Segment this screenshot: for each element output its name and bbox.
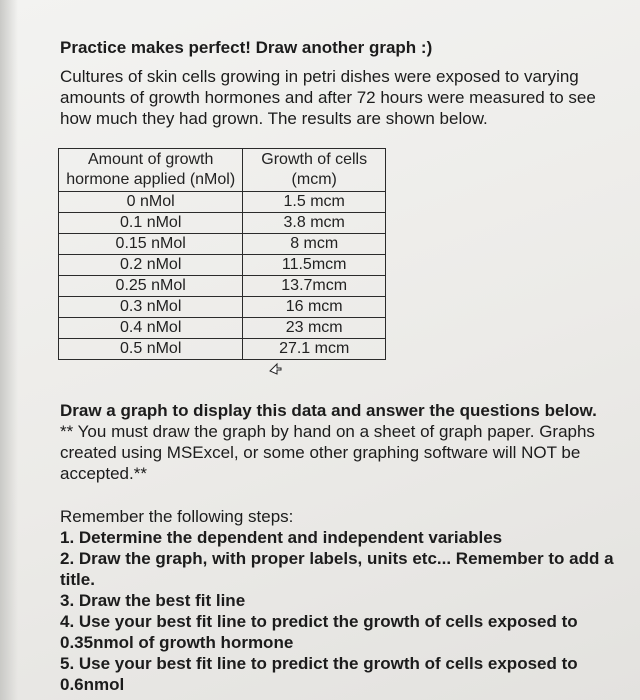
intro-paragraph: Cultures of skin cells growing in petri dishes were exposed to varying amounts of growth hormones and after 72 hours were measured to see how much they had grown. The results are shown below. [60, 67, 596, 128]
growth-cell: 16 mcm [243, 297, 386, 318]
growth-cell: 1.5 mcm [243, 192, 386, 213]
hormone-cell: 0.15 nMol [59, 234, 243, 255]
list-item: 1. Determine the dependent and independent variables [60, 528, 503, 547]
hormone-cell: 0.4 nMol [59, 318, 243, 339]
table-row [59, 297, 386, 318]
hormone-cell: 0.3 nMol [59, 297, 243, 318]
table-row [59, 192, 386, 213]
list-item: 2. Draw the graph, with proper labels, units etc... Remember to add a title. [60, 549, 614, 589]
column-header-hormone: Amount of growth hormone applied (nMol) [59, 149, 243, 192]
table-row [59, 234, 386, 255]
instructions-stars: ** [60, 422, 74, 441]
growth-cell: 23 mcm [243, 318, 386, 339]
hormone-cell: 0 nMol [59, 192, 243, 213]
instructions-body-text: You must draw the graph by hand on a sheet of graph paper. Graphs created using MSExcel, or some other graphing software will NOT be accepted.** [60, 422, 595, 483]
steps-list [60, 527, 620, 695]
hormone-cell: 0.1 nMol [59, 213, 243, 234]
table-row [59, 318, 386, 339]
remember-heading: Remember the following steps: [60, 507, 294, 526]
table-header-row [59, 149, 386, 192]
instructions-paragraph [60, 400, 610, 484]
growth-cell: 3.8 mcm [243, 213, 386, 234]
growth-cell: 27.1 mcm [243, 339, 386, 360]
table-row [59, 213, 386, 234]
growth-cell: 13.7mcm [243, 276, 386, 297]
list-item: 5. Use your best fit line to predict the growth of cells exposed to 0.6nmol [60, 654, 578, 694]
hormone-cell: 0.2 nMol [59, 255, 243, 276]
growth-cell: 11.5mcm [243, 255, 386, 276]
worksheet-heading: Practice makes perfect! Draw another graph :) [60, 38, 433, 57]
table-row [59, 339, 386, 360]
growth-cell: 8 mcm [243, 234, 386, 255]
data-table [58, 148, 386, 360]
hormone-cell: 0.25 nMol [59, 276, 243, 297]
hormone-cell: 0.5 nMol [59, 339, 243, 360]
list-item: 3. Draw the best fit line [60, 591, 246, 610]
list-item: 4. Use your best fit line to predict the growth of cells exposed to 0.35nmol of growth hormone [60, 612, 578, 652]
column-header-growth: Growth of cells (mcm) [243, 149, 386, 192]
table-row [59, 255, 386, 276]
mouse-cursor-icon [268, 362, 282, 376]
page-shadow [0, 0, 18, 700]
table-row [59, 276, 386, 297]
instructions-bold-text: Draw a graph to display this data and answer the questions below. [60, 401, 597, 420]
